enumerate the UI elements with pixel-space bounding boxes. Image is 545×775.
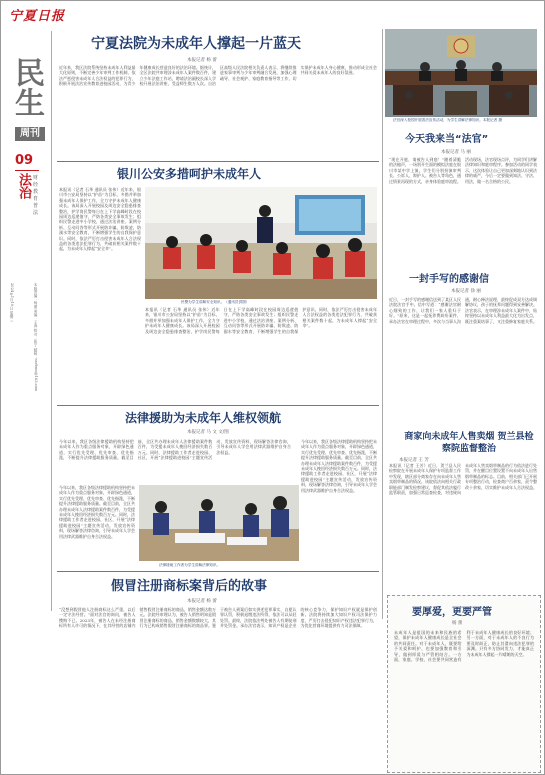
- editor-info: 本版责编：杨蕾 美编：王涛 校对：张宁 邮箱：nxrbms@163.com: [34, 283, 38, 392]
- legal-aid-photo: [139, 485, 299, 561]
- headline-mock-judge: 今天我来当“法官”: [405, 134, 489, 145]
- page-tags: [33, 175, 41, 235]
- headline-tobacco-sales: 商家向未成年人售卖烟 贺兰县检察院监督整治: [404, 432, 534, 454]
- commentary-box: [387, 595, 541, 773]
- page-tag: 教育: [33, 189, 39, 202]
- divider-under-a1: [57, 161, 379, 162]
- byline-a5: 本报记者 马 文 文/图: [187, 430, 229, 435]
- article-body-a5-left: 今年以来，我区各级法律援助机构坚持把未成年人作为重点服务对象，开辟绿色通道，实行优先受理、优先审查、优先指派，不断提升法律援助服务质量。截至目前，全区共办理未成年人法律援助案件数百件，为受援未成年人挽回经济损失数百万元。同时，法律援助工作者走进校园、社区，开展“法律援助进校园”主题宣传活动，发放宣传资料，现场解答法律咨询，引导未成年人学会用法律武器维护自身合法权益。: [59, 485, 135, 539]
- issue-date: 2024年1月10日 星期三: [10, 283, 14, 322]
- headline-legal-aid: 法律援助为未成年人维权领航: [125, 411, 282, 425]
- newspaper-logo: 宁夏日报: [9, 9, 66, 24]
- article-body-a4: 近日，一封手写的感谢信送到了某区人民法院法官手中。信中写道：“感谢法官耐心细致的工作，让我们一家人重归于好。”原来，这是一起抚养费纠纷案件，承办法官在审理过程中，多次与当事人沟通，耐心释法说理，最终促成双方达成调解协议，孩子的抚养问题得到妥善解决。法官表示，在审理涉未成年人案件中，始终坚持以未成年人利益最大化为出发点，既注重案结事了，又注重修复家庭关系。: [389, 297, 537, 324]
- divider-under-a5: [57, 571, 379, 572]
- page-title-fazhi: 法治: [16, 173, 31, 199]
- page-number: 09: [15, 153, 34, 168]
- headline-thank-you-letter: 一封手写的感谢信: [409, 274, 489, 285]
- article-body-a6: 本报讯（记者 王芳）近日，贺兰县人民检察院在开展未成年人保护专项监督工作中发现，辖区部分商家存在向未成年人售卖烟草制品的情况。该院依法向相关行政职能部门制发检察建议，督促其依法履行监管职责，加强日常巡查检查，对违规向未成年人售卖烟草制品的行为依法进行处罚，并在醒目位置设置不向未成年人出售烟草制品的标志。目前，相关部门已开展专项整治行动，检查商户百余家，责令整改十余家，切实维护未成年人合法权益。: [389, 463, 537, 496]
- byline-a6: 本报记者 王 芳: [399, 458, 429, 463]
- byline-a7: 本报记者 杨 蕾: [187, 599, 217, 604]
- page-tag: 财经: [33, 175, 39, 188]
- section-title-minsheng: 民生: [9, 57, 44, 117]
- headline-counterfeit-trademark: 假冒注册商标案背后的故事: [111, 579, 268, 594]
- article-body-a3: 本报讯（记者 石华 通讯员 张伟）近年来，银川市公安局坚持以“护苗”为目标，多措并举加强未成年人保护工作，全力守护未成年人健康成长。该局深入开展校园及周边安全隐患排查整治，护学岗民警每日在上下学高峰时段在校园周边巡逻值守，严防各类安全事故发生；组织民警走进中小学校，通过法治讲座、案例分析、互动问答等形式开展防诈骗、防欺凌、防溺水等安全教育，不断增强学生的自我保护意识。同时，依法严厉打击侵害未成年人合法权益的各类违法犯罪行为，共破获相关案件数十起，为未成年人撑起“安全伞”。: [59, 187, 141, 252]
- courtroom-photo-image: [385, 29, 537, 117]
- article-body-a5-right: 今年以来，我区各级法律援助机构坚持把未成年人作为重点服务对象，开辟绿色通道，实行优先受理、优先审查、优先指派，不断提升法律援助服务质量。截至目前，全区共办理未成年人法律援助案件数百件，为受援未成年人挽回经济损失数百万元。同时，法律援助工作者走进校园、社区，开展“法律援助进校园”主题宣传活动，发放宣传资料，现场解答法律咨询，引导未成年人学会用法律武器维护自身合法权益。: [301, 439, 377, 493]
- article-body-a2: “现在开庭，请被告人到庭！”随着清脆的法槌声，一场别开生面的模拟法庭在银川市某中学上演。学生们分别扮演审判长、公诉人、辩护人、被告人等角色，通过情景再现的方式，亲身体验庭审流程。活动现场，法官现场点评，为同学们讲解法律知识和庭审程序。参加活动的同学表示，这次体验让自己更加深刻地认识到法律的威严，今后一定要做到知法、守法、用法，做一名合格的公民。: [389, 157, 537, 184]
- photo-caption-classroom: 民警为学生讲解安全知识。（通讯员供图）: [181, 300, 250, 304]
- classroom-photo-image: [145, 187, 377, 299]
- article-body-a5: 今年以来，我区各级法律援助机构坚持把未成年人作为重点服务对象，开辟绿色通道，实行优先受理、优先审查、优先指派，不断提升法律援助服务质量。截至目前，全区共办理未成年人法律援助案件数百件，为受援未成年人挽回经济损失数百万元。同时，法律援助工作者走进校园、社区，开展“法律援助进校园”主题宣传活动，发放宣传资料，现场解答法律咨询，引导未成年人学会用法律武器维护自身合法权益。: [59, 439, 291, 461]
- byline-a1: 本报记者 杨 蕾: [187, 58, 217, 63]
- byline-a8: 杨 蕾: [452, 621, 463, 626]
- article-body-a1: 近年来，我区法院系统坚持未成年人利益最大化原则，不断完善少年审判工作机制，依法严惩侵害未成年人合法权益的犯罪行为，积极开展法治宣传教育进校园活动，为青少年健康成长营造良好的法治环境。据统计，全区法院共审理涉未成年人案件数百件，建立少年法庭工作站，聘请法治副校长深入学校开展法治讲座，受益师生数万人次。自治区高级人民法院相关负责人表示，将继续推进家事审判与少年审判融合发展，加强心理疏导、社会观护、家庭教育指导等工作，切实保护未成年人身心健康，推动形成全社会共同关爱未成年人的良好氛围。: [59, 65, 377, 87]
- headline-court-protection: 宁夏法院为未成年人撑起一片蓝天: [91, 36, 301, 52]
- right-column-divider: [382, 29, 383, 619]
- courtroom-photo: [385, 29, 537, 117]
- byline-a4: 本报记者 徐 丽: [451, 289, 481, 294]
- page-number-rule: [15, 170, 39, 171]
- left-column-divider: [51, 31, 52, 611]
- photo-caption-courtroom: 法官深入校园开展普法宣传活动，为学生讲解法律知识。本报记者 摄: [393, 118, 502, 122]
- byline-a2: 本报记者 马 丽: [441, 150, 471, 155]
- headline-yinchuan-police: 银川公安多措呵护未成年人: [117, 167, 262, 181]
- article-body-a8: 未成年人是祖国的未来和民族的希望，保护未成年人健康成长是全社会的共同责任。对于未成年人，既要给予关爱和呵护，也要加强教育和引导，做到厚爱与严管相结合。一方面，家庭、学校、社会要共同营造有利于未成年人健康成长的良好环境；另一方面，对于未成年人的不良行为要及时纠正，防止其滑向违法犯罪的深渊。只有多方协同发力，才能真正为未成年人撑起一片晴朗的天空。: [394, 630, 534, 663]
- headline-love-and-discipline: 要厚爱，更要严管: [412, 607, 492, 618]
- classroom-photo: [145, 187, 377, 299]
- divider-under-a3: [57, 405, 379, 406]
- page-tag: 普法: [33, 203, 39, 216]
- article-body-a7: “没想到假冒他人注册商标这么严重，以后一定守法经营。”面对法官的询问，被告人懊悔不已。2023年，被告人在未经注册商标所有人许可的情况下，在其经营的店铺内销售假冒注册商标的商品，销售金额达数万元。法院经审理认为，被告人销售明知是假冒注册商标的商品，销售金额数额较大，其行为已构成销售假冒注册商标的商品罪。鉴于被告人到案后如实供述犯罪事实，自愿认罪认罚，积极退缴违法所得，依法可以从轻处罚。最终，法院依法判处被告人有期徒刑并处罚金。承办法官表示，知识产权是企业的核心竞争力，保护知识产权就是保护创新。法院将持续加大知识产权司法保护力度，严厉打击侵犯知识产权违法犯罪行为，为优化营商环境提供有力司法保障。: [59, 607, 377, 629]
- photo-caption-legal-aid: 法律援助工作者为学生讲解法律知识。: [159, 563, 221, 567]
- legal-aid-photo-image: [139, 485, 299, 561]
- article-body-a3-cont: 本报讯（记者 石华 通讯员 张伟）近年来，银川市公安局坚持以“护苗”为目标，多措并举加强未成年人保护工作，全力守护未成年人健康成长。该局深入开展校园及周边安全隐患排查整治，护学岗民警每日在上下学高峰时段在校园周边巡逻值守，严防各类安全事故发生；组织民警走进中小学校，通过法治讲座、案例分析、互动问答等形式开展防诈骗、防欺凌、防溺水等安全教育，不断增强学生的自我保护意识。同时，依法严厉打击侵害未成年人合法权益的各类违法犯罪行为，共破获相关案件数十起，为未成年人撑起“安全伞”。: [145, 307, 377, 334]
- section-subtitle-weekly: 周刊: [15, 127, 45, 141]
